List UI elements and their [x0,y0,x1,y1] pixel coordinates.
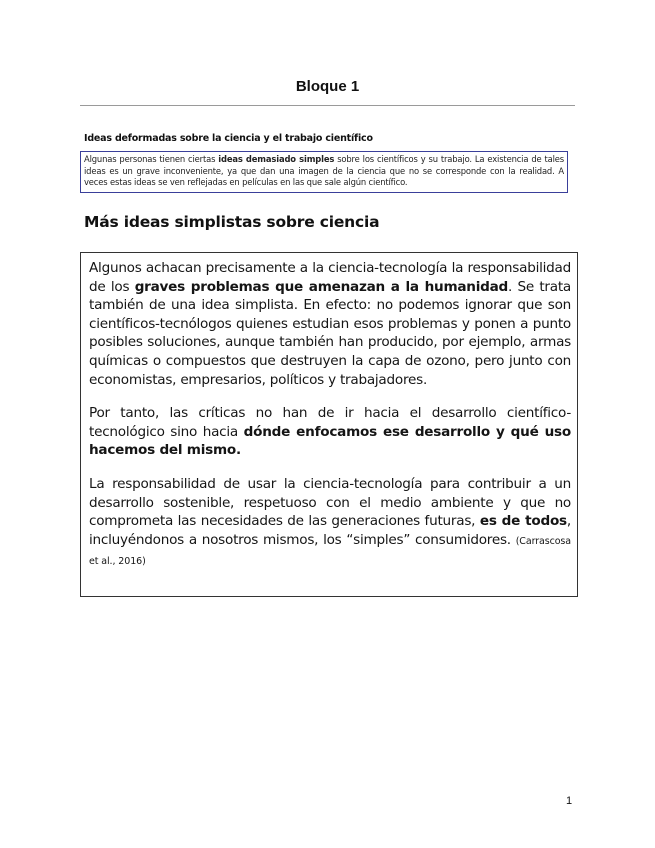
intro-box [80,151,568,193]
paragraph-2 [89,404,571,460]
paragraph-3-bold: es de todos [479,513,567,530]
main-content-box [80,252,578,597]
intro-text-rest: sobre los científicos y su trabajo. La existencia de tales ideas es un grave inconveniente, ya que dan una imagen de la ciencia que no se corresponde con la realidad. A veces estas ideas se ven reflejadas en películas en las que sale algún científico. [84,154,564,187]
paragraph-1-text: Algunos achacan precisamente a la ciencia-tecnología la responsabilidad de los [89,260,571,295]
page-number: 1 [566,795,573,807]
section-heading: Más ideas simplistas sobre ciencia [84,213,380,231]
paragraph-3-text-rest: , incluyéndonos a nosotros mismos, los “simples” consumidores. [89,513,571,548]
document-subtitle: Ideas deformadas sobre la ciencia y el trabajo científico [84,133,373,144]
intro-text: Algunas personas tienen ciertas [84,154,219,164]
paragraph-2-text: Por tanto, las críticas no han de ir hacia el desarrollo científico-tecnológico sino hacia [89,405,571,440]
paragraph-1 [89,259,571,389]
page-header-title: Bloque 1 [295,78,360,95]
paragraph-3 [89,475,571,572]
paragraph-2-bold: dónde enfocamos ese desarrollo y qué uso hacemos del mismo. [89,423,571,459]
header-divider [80,105,575,106]
citation: (Carrascosa et al., 2016) [89,535,571,568]
paragraph-1-bold: graves problemas que amenazan a la humanidad [134,278,509,295]
intro-bold-text: ideas demasiado simples [218,154,335,164]
paragraph-3-text: La responsabilidad de usar la ciencia-tecnología para contribuir a un desarrollo sostenible, respetuoso con el medio ambiente y que no comprometa las necesidades de las generaciones futuras, [89,475,571,530]
paragraph-1-text-rest: . Se trata también de una idea simplista. En efecto: no podemos ignorar que son científicos-tecnólogos quienes estudian esos problemas y ponen a punto posibles soluciones, aunque también han producido, por ejemplo, armas químicas o compuestos que destruyen la capa de ozono, pero junto con economistas, empresarios, políticos y trabajadores. [89,278,571,388]
